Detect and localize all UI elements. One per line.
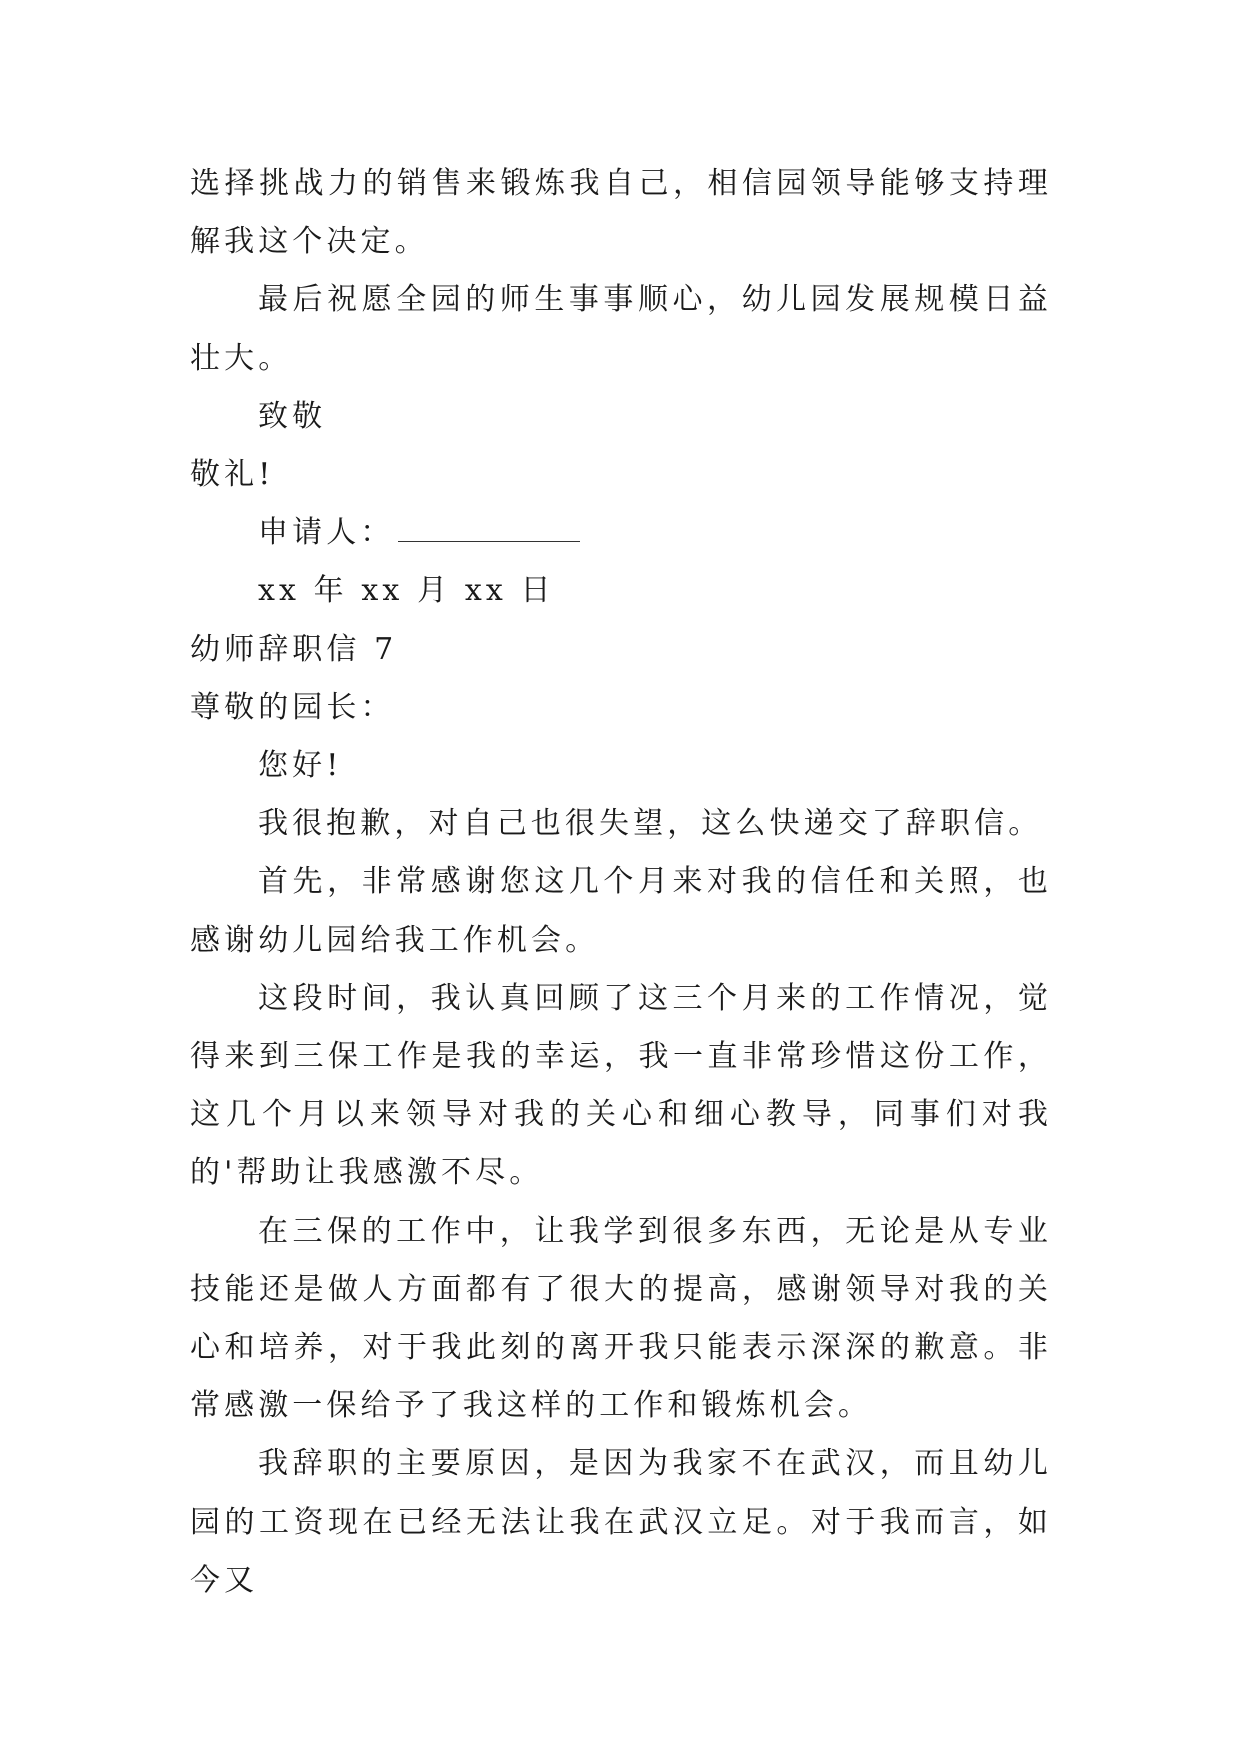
closing-salute: 敬礼! — [190, 457, 275, 493]
paragraph: 这段时间，我认真回顾了这三个月来的工作情况，觉得来到三保工作是我的幸运，我一直非常珍惜这份工作，这几个月以来领导对我的关心和细心教导，同事们对我的'帮助让我感激不尽。 — [190, 980, 1052, 1191]
closing-greeting: 致敬 — [258, 398, 327, 434]
paragraph: 首先，非常感谢您这几个月来对我的信任和关照，也感谢幼儿园给我工作机会。 — [190, 864, 1052, 958]
paragraph: 在三保的工作中，让我学到很多东西，无论是从专业技能还是做人方面都有了很大的提高，感谢领导对我的关心和培养，对于我此刻的离开我只能表示深深的歉意。非常感激一保给予了我这样的工作和锻炼机会。 — [190, 1213, 1052, 1424]
greeting: 您好! — [258, 748, 343, 784]
paragraph: 我很抱歉，对自己也很失望，这么快递交了辞职信。 — [258, 806, 1043, 842]
paragraph: 最后祝愿全园的师生事事顺心，幼儿园发展规模日益壮大。 — [190, 282, 1052, 376]
paragraph: 选择挑战力的销售来锻炼我自己，相信园领导能够支持理解我这个决定。 — [190, 166, 1052, 260]
date-line: xx 年 xx 月 xx 日 — [258, 573, 555, 609]
letter-heading: 幼师辞职信 7 — [190, 631, 398, 667]
paragraph: 我辞职的主要原因，是因为我家不在武汉，而且幼儿园的工资现在已经无法让我在武汉立足。对于我而言，如今又 — [190, 1446, 1052, 1598]
signature-row — [190, 504, 1052, 562]
signature-line — [398, 517, 580, 542]
salutation: 尊敬的园长： — [190, 689, 395, 725]
applicant-label: 申请人： — [258, 515, 395, 551]
letter-body — [190, 155, 1052, 1610]
